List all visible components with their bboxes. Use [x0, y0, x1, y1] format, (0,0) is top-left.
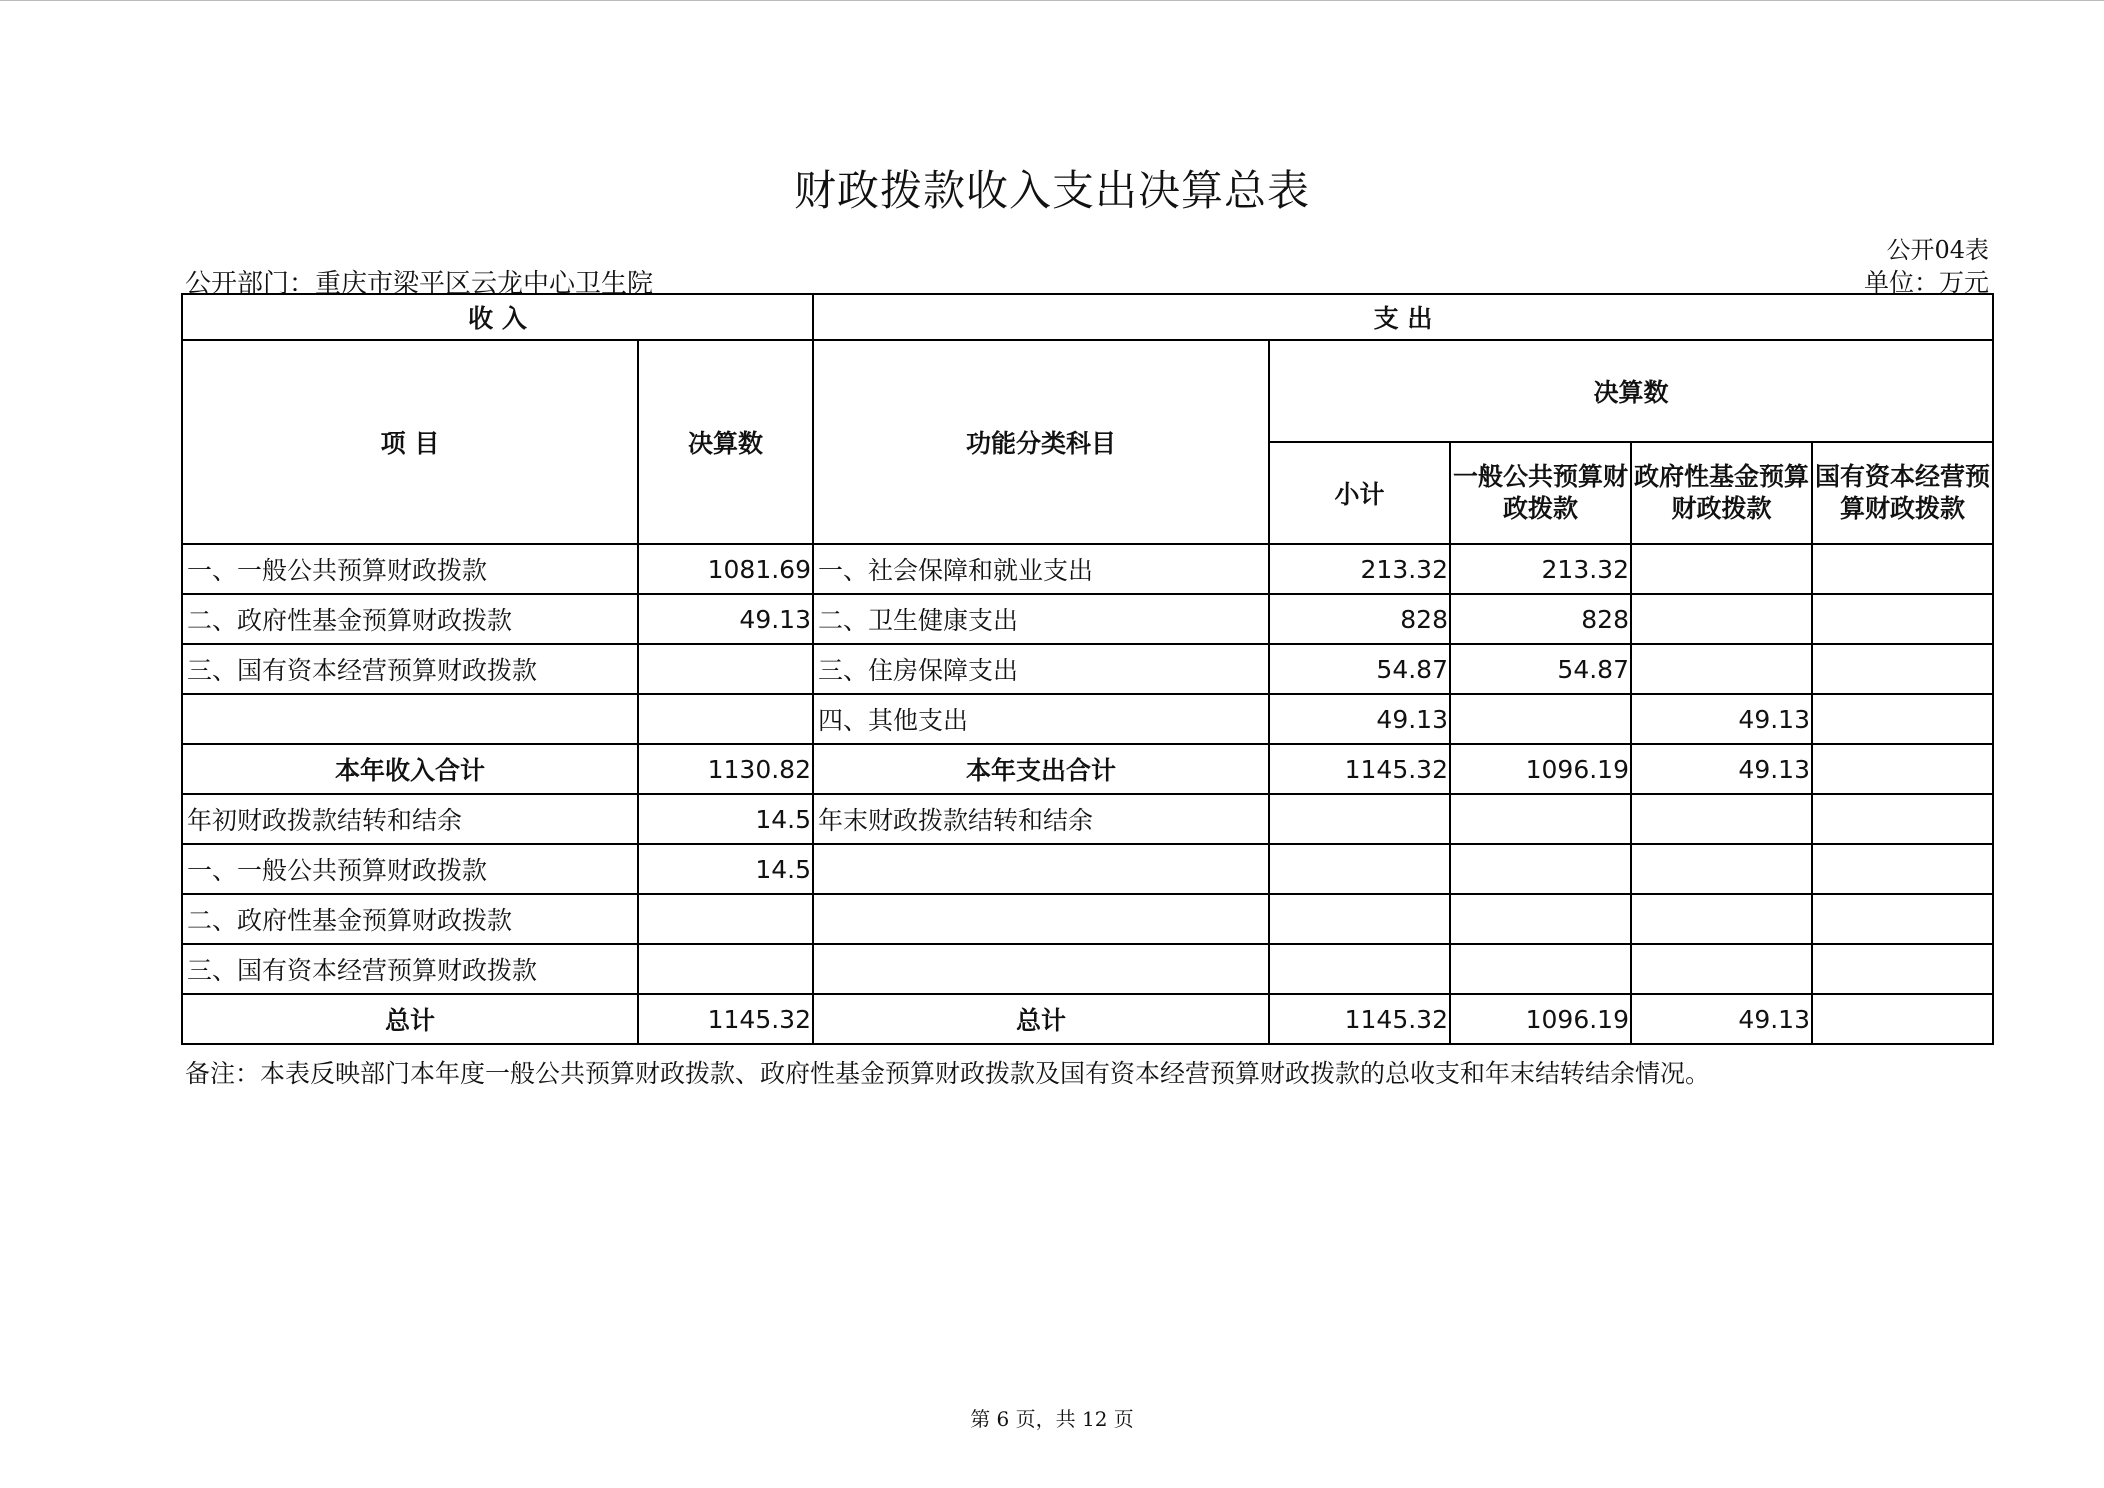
state-capital-header: 国有资本经营预算财政拨款 — [1812, 442, 1993, 544]
table-row-year-total — [182, 744, 1993, 794]
general-budget-header: 一般公共预算财政拨款 — [1450, 442, 1631, 544]
subtotal-value: 213.32 — [1269, 544, 1450, 594]
state-capital-value — [1812, 594, 1993, 644]
general-value: 54.87 — [1450, 644, 1631, 694]
income-amount: 1145.32 — [638, 994, 813, 1044]
table-row — [182, 844, 1993, 894]
income-header: 收 入 — [182, 294, 813, 340]
subtotal-value: 828 — [1269, 594, 1450, 644]
general-value — [1450, 694, 1631, 744]
table-row — [182, 944, 1993, 994]
expense-item: 年末财政拨款结转和结余 — [813, 794, 1269, 844]
gov-fund-value — [1631, 944, 1812, 994]
gov-fund-value: 49.13 — [1631, 694, 1812, 744]
func-class-header: 功能分类科目 — [813, 340, 1269, 544]
expense-grand-total-label: 总计 — [813, 994, 1269, 1044]
subtotal-value: 49.13 — [1269, 694, 1450, 744]
general-value — [1450, 944, 1631, 994]
subtotal-value: 54.87 — [1269, 644, 1450, 694]
table-code: 公开04表 — [1886, 236, 1989, 264]
table-row-grand-total — [182, 994, 1993, 1044]
subtotal-value — [1269, 794, 1450, 844]
subtotal-value — [1269, 944, 1450, 994]
income-amount — [638, 644, 813, 694]
expense-item — [813, 944, 1269, 994]
table-row — [182, 794, 1993, 844]
state-capital-value — [1812, 744, 1993, 794]
income-item: 三、国有资本经营预算财政拨款 — [182, 644, 638, 694]
subtotal-header: 小计 — [1269, 442, 1450, 544]
remark-note: 备注：本表反映部门本年度一般公共预算财政拨款、政府性基金预算财政拨款及国有资本经营预算财政拨款的总收支和年末结转结余情况。 — [185, 1059, 1711, 1088]
top-border-line — [0, 0, 2104, 1]
gov-fund-header: 政府性基金预算财政拨款 — [1631, 442, 1812, 544]
gov-fund-value — [1631, 794, 1812, 844]
gov-fund-value — [1631, 544, 1812, 594]
subtotal-value — [1269, 894, 1450, 944]
general-value — [1450, 794, 1631, 844]
income-amount: 1081.69 — [638, 544, 813, 594]
amount-header: 决算数 — [638, 340, 813, 544]
income-item: 一、一般公共预算财政拨款 — [182, 544, 638, 594]
appropriation-summary-table — [181, 293, 1994, 1045]
table-row — [182, 694, 1993, 744]
expense-item: 二、卫生健康支出 — [813, 594, 1269, 644]
page-footer: 第 6 页，共 12 页 — [970, 1407, 1134, 1431]
table-row — [182, 544, 1993, 594]
state-capital-value — [1812, 794, 1993, 844]
expense-item: 三、住房保障支出 — [813, 644, 1269, 694]
state-capital-value — [1812, 644, 1993, 694]
expense-item: 四、其他支出 — [813, 694, 1269, 744]
state-capital-value — [1812, 994, 1993, 1044]
state-capital-value — [1812, 694, 1993, 744]
subtotal-value: 1145.32 — [1269, 994, 1450, 1044]
income-item — [182, 694, 638, 744]
general-value: 1096.19 — [1450, 744, 1631, 794]
expense-header: 支 出 — [813, 294, 1993, 340]
expense-item — [813, 894, 1269, 944]
gov-fund-value: 49.13 — [1631, 744, 1812, 794]
table-row — [182, 644, 1993, 694]
gov-fund-value — [1631, 844, 1812, 894]
income-item: 年初财政拨款结转和结余 — [182, 794, 638, 844]
subtotal-value — [1269, 844, 1450, 894]
income-amount — [638, 894, 813, 944]
gov-fund-value — [1631, 894, 1812, 944]
income-item: 二、政府性基金预算财政拨款 — [182, 894, 638, 944]
general-value — [1450, 844, 1631, 894]
item-header: 项 目 — [182, 340, 638, 544]
general-value: 828 — [1450, 594, 1631, 644]
final-amount-header: 决算数 — [1269, 340, 1993, 442]
income-item: 一、一般公共预算财政拨款 — [182, 844, 638, 894]
table-row — [182, 594, 1993, 644]
general-value — [1450, 894, 1631, 944]
table-row — [182, 894, 1993, 944]
expense-item: 一、社会保障和就业支出 — [813, 544, 1269, 594]
expense-item — [813, 844, 1269, 894]
income-amount: 1130.82 — [638, 744, 813, 794]
income-amount: 14.5 — [638, 794, 813, 844]
state-capital-value — [1812, 894, 1993, 944]
income-item: 二、政府性基金预算财政拨款 — [182, 594, 638, 644]
gov-fund-value — [1631, 594, 1812, 644]
income-grand-total-label: 总计 — [182, 994, 638, 1044]
income-year-total-label: 本年收入合计 — [182, 744, 638, 794]
state-capital-value — [1812, 544, 1993, 594]
state-capital-value — [1812, 944, 1993, 994]
gov-fund-value — [1631, 644, 1812, 694]
gov-fund-value: 49.13 — [1631, 994, 1812, 1044]
department-label: 公开部门：重庆市梁平区云龙中心卫生院 — [185, 269, 654, 299]
income-amount — [638, 944, 813, 994]
unit-label: 单位：万元 — [1863, 268, 1989, 297]
general-value: 213.32 — [1450, 544, 1631, 594]
general-value: 1096.19 — [1450, 994, 1631, 1044]
income-amount: 49.13 — [638, 594, 813, 644]
income-amount — [638, 694, 813, 744]
state-capital-value — [1812, 844, 1993, 894]
income-item: 三、国有资本经营预算财政拨款 — [182, 944, 638, 994]
page-title: 财政拨款收入支出决算总表 — [793, 166, 1310, 215]
subtotal-value: 1145.32 — [1269, 744, 1450, 794]
income-amount: 14.5 — [638, 844, 813, 894]
expense-year-total-label: 本年支出合计 — [813, 744, 1269, 794]
